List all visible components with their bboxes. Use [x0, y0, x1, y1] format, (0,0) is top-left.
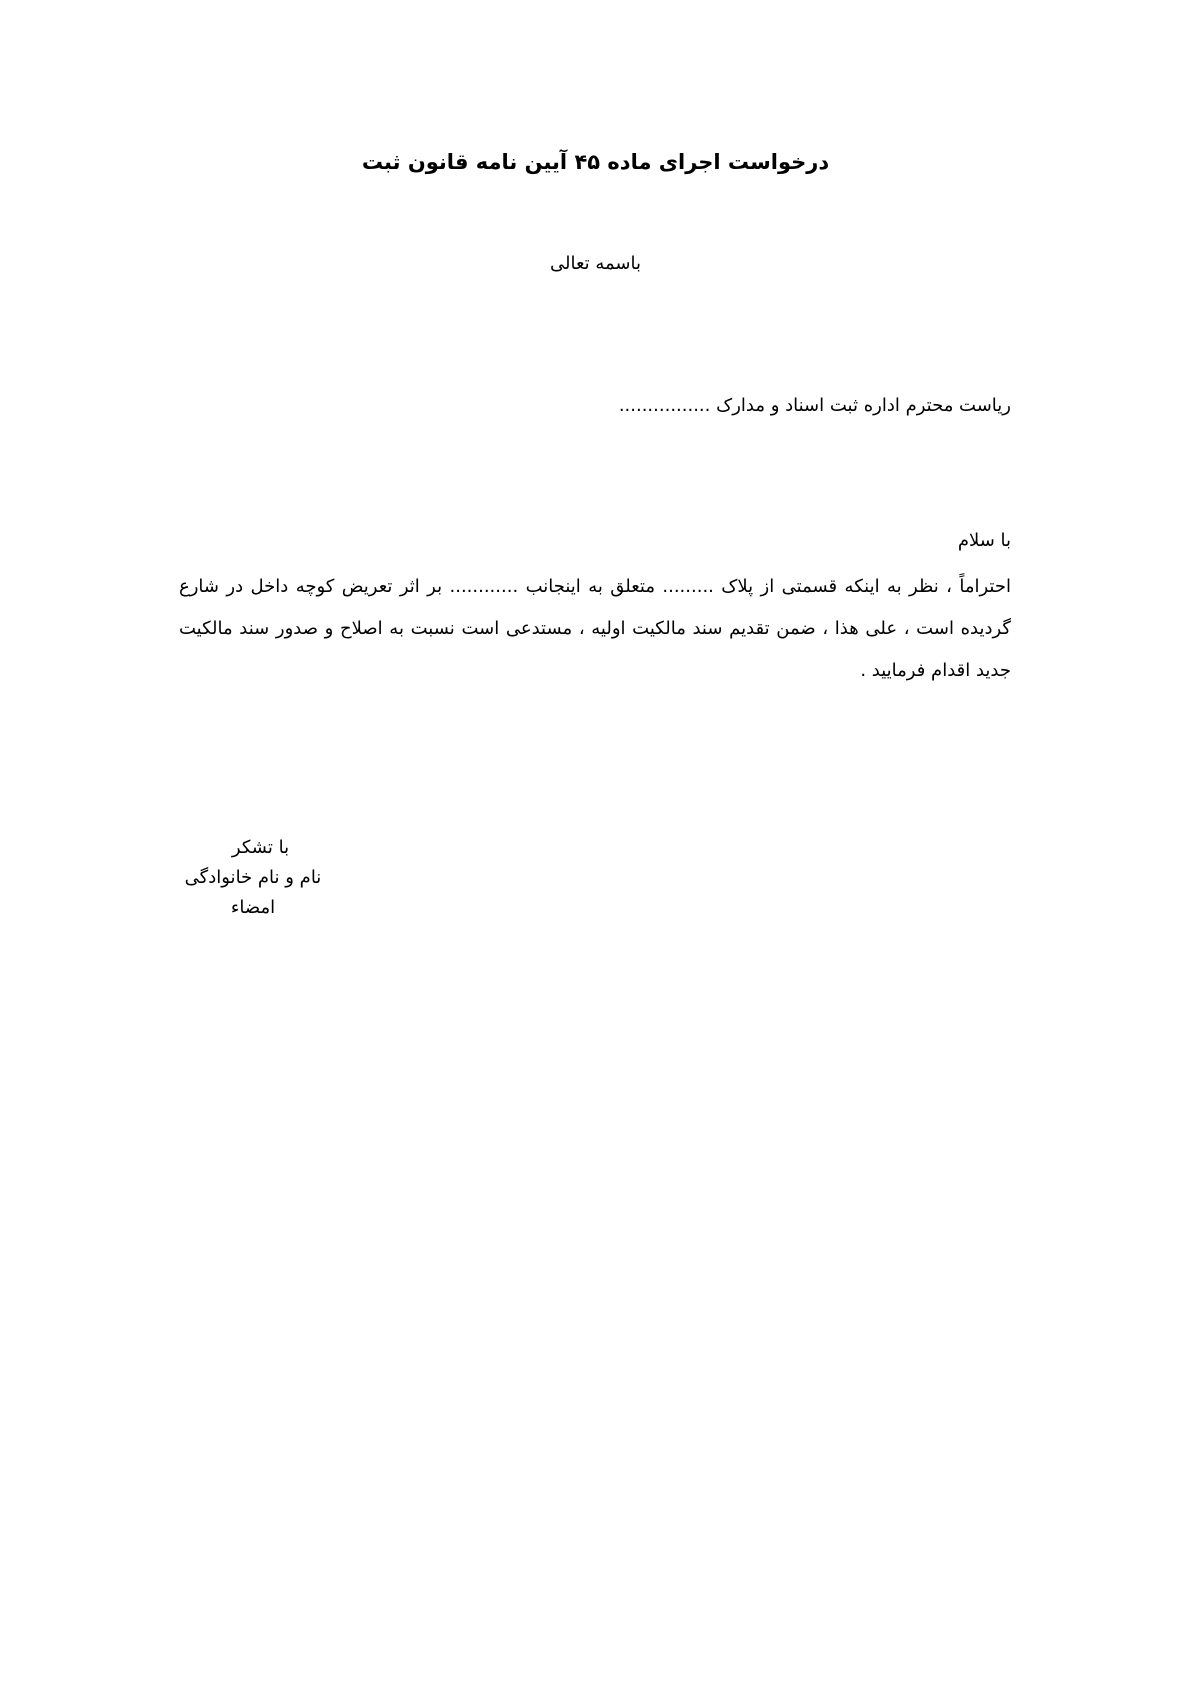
signature-line: امضاء: [230, 897, 276, 918]
closing-block: [183, 833, 323, 923]
request-body-paragraph: احتراماً ، نظر به اینکه قسمتی از پلاک ......... متعلق به اینجانب ............ بر اثر تعریض کوچه داخل در شارع گردیده است ، علی هذا ، ضمن تقدیم سند مالکیت اولیه ، مستدعی است نسبت به اصلاح و صدور سند مالکیت جدید اقدام فرمایید .: [179, 576, 1011, 681]
name-line: نام و نام خانوادگی: [184, 867, 322, 888]
closing-thanks: با تشکر: [231, 837, 290, 858]
document-title: درخواست اجرای ماده ۴۵ آیین نامه قانون ثبت: [361, 150, 830, 174]
addressee-line: ریاست محترم اداره ثبت اسناد و مدارک ................: [618, 395, 1011, 416]
invocation-line: باسمه تعالی: [549, 253, 642, 274]
greeting-line: با سلام: [957, 530, 1011, 551]
